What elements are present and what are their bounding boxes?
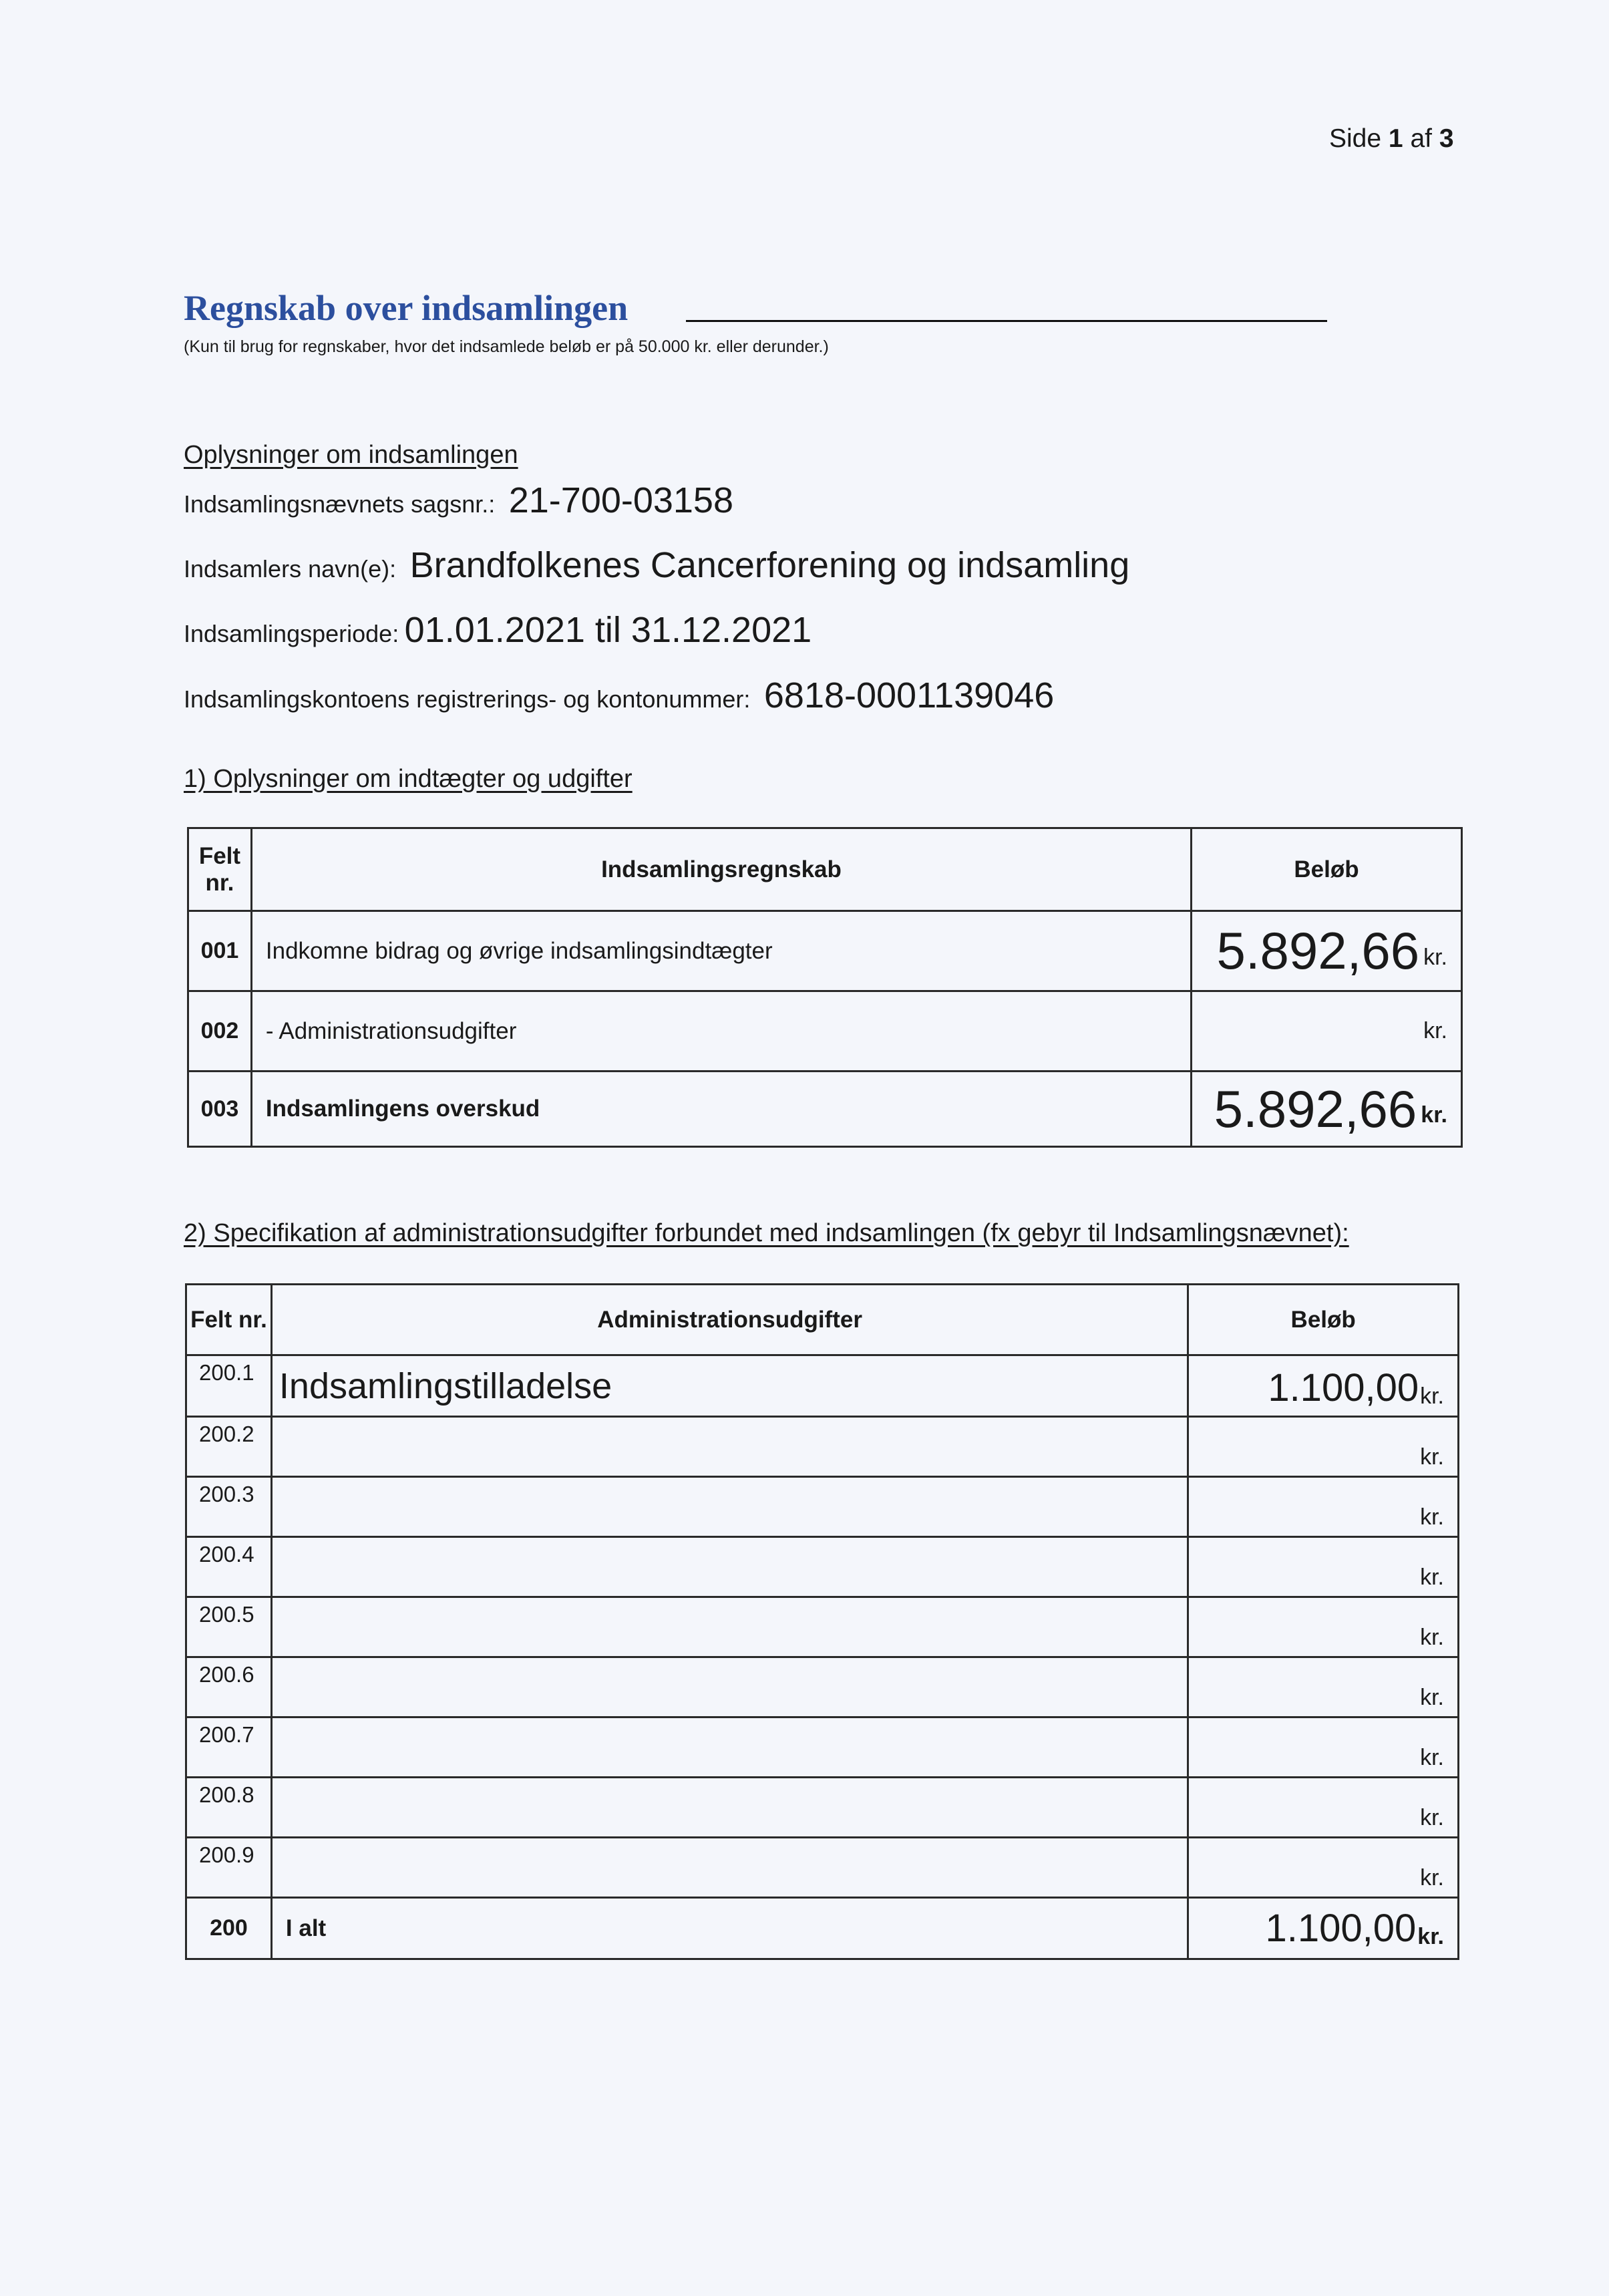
row-unit: kr. <box>1420 1504 1444 1530</box>
table-header-row <box>188 828 1462 911</box>
table-row <box>186 1657 1459 1717</box>
row-unit: kr. <box>1420 1865 1444 1891</box>
row-number: 200.4 <box>186 1537 272 1597</box>
table-row <box>186 1477 1459 1537</box>
col-header-amount: Beløb <box>1188 1285 1459 1355</box>
row-unit: kr. <box>1420 1685 1444 1710</box>
row-number: 200.2 <box>186 1417 272 1477</box>
row-number: 002 <box>188 991 252 1072</box>
account-value: 6818-0001139046 <box>763 675 1055 715</box>
row-amount-cell <box>1188 1597 1459 1657</box>
row-description <box>271 1597 1188 1657</box>
row-description: Indsamlingstilladelse <box>271 1355 1188 1417</box>
account-label: Indsamlingskontoens registrerings- og kontonummer: <box>184 685 751 713</box>
row-number: 200.1 <box>186 1355 272 1417</box>
col-header-description: Administrationsudgifter <box>271 1285 1188 1355</box>
table-row <box>188 911 1462 991</box>
row-number: 200.6 <box>186 1657 272 1717</box>
page-number-middle: af <box>1410 124 1432 153</box>
total-description: I alt <box>271 1898 1188 1959</box>
row-amount-cell <box>1188 1838 1459 1898</box>
total-number: 200 <box>186 1898 272 1959</box>
row-amount: 5.892,66 <box>1216 921 1420 980</box>
row-amount-cell <box>1188 1657 1459 1717</box>
row-number: 200.9 <box>186 1838 272 1898</box>
row-description: Indsamlingens overskud <box>251 1072 1191 1147</box>
row-description <box>271 1417 1188 1477</box>
table-row <box>186 1537 1459 1597</box>
row-description: Indkomne bidrag og øvrige indsamlingsindtægter <box>251 911 1191 991</box>
row-unit: kr. <box>1420 1383 1444 1410</box>
total-row <box>186 1898 1459 1959</box>
row-description <box>271 1838 1188 1898</box>
row-number: 200.3 <box>186 1477 272 1537</box>
col-header-amount: Beløb <box>1192 828 1462 911</box>
row-amount-cell <box>1188 1778 1459 1838</box>
period-label: Indsamlingsperiode: <box>184 620 399 647</box>
table-row <box>186 1717 1459 1778</box>
row-unit: kr. <box>1420 1625 1444 1650</box>
section2-heading: 2) Specifikation af administrationsudgifter forbundet med indsamlingen (fx gebyr til Indsamlingsnævnet): <box>184 1219 1349 1247</box>
row-description <box>271 1477 1188 1537</box>
total-amount: 1.100,00 <box>1265 1907 1417 1950</box>
case-number-label: Indsamlingsnævnets sagsnr.: <box>184 490 496 518</box>
income-expense-table <box>187 827 1463 1148</box>
page-number-total: 3 <box>1439 124 1454 153</box>
total-unit: kr. <box>1417 1924 1444 1950</box>
table-row <box>186 1417 1459 1477</box>
row-unit: kr. <box>1420 1745 1444 1770</box>
row-unit: kr. <box>1423 944 1447 970</box>
row-number: 003 <box>188 1072 252 1147</box>
admin-expenses-table <box>185 1283 1459 1960</box>
col-header-felt: Felt nr. <box>188 828 252 911</box>
info-heading: Oplysninger om indsamlingen <box>184 441 518 469</box>
row-amount-cell <box>1188 1355 1459 1417</box>
table-row <box>186 1597 1459 1657</box>
document-subtitle: (Kun til brug for regnskaber, hvor det indsamlede beløb er på 50.000 kr. eller derunder.) <box>184 337 829 356</box>
row-number: 200.5 <box>186 1597 272 1657</box>
period-line <box>184 609 812 651</box>
col-header-felt: Felt nr. <box>186 1285 272 1355</box>
row-unit: kr. <box>1420 1444 1444 1470</box>
row-amount-cell <box>1192 991 1462 1072</box>
row-amount-cell <box>1188 1717 1459 1778</box>
table-row <box>186 1355 1459 1417</box>
table-row <box>188 991 1462 1072</box>
row-amount: 1.100,00 <box>1268 1366 1419 1410</box>
period-value: 01.01.2021 til 31.12.2021 <box>404 610 812 650</box>
row-number: 200.8 <box>186 1778 272 1838</box>
row-unit: kr. <box>1423 1018 1447 1043</box>
row-number: 001 <box>188 911 252 991</box>
account-line <box>184 675 1054 716</box>
page-number-current: 1 <box>1388 124 1403 153</box>
table-header-row <box>186 1285 1459 1355</box>
row-amount-cell <box>1188 1537 1459 1597</box>
page-number <box>1329 124 1454 154</box>
row-unit: kr. <box>1420 1805 1444 1830</box>
row-amount-cell <box>1192 911 1462 991</box>
collector-name-value: Brandfolkenes Cancerforening og indsamling <box>409 545 1130 585</box>
row-description <box>271 1537 1188 1597</box>
row-description <box>271 1657 1188 1717</box>
section1-heading: 1) Oplysninger om indtægter og udgifter <box>184 765 633 793</box>
row-amount-cell <box>1192 1072 1462 1147</box>
row-description <box>271 1717 1188 1778</box>
table-row <box>186 1838 1459 1898</box>
row-amount-cell <box>1188 1417 1459 1477</box>
document-title: Regnskab over indsamlingen <box>184 288 629 328</box>
table-row <box>186 1778 1459 1838</box>
total-amount-cell <box>1188 1898 1459 1959</box>
table-row <box>188 1072 1462 1147</box>
title-underline <box>686 320 1327 322</box>
row-amount: 5.892,66 <box>1214 1079 1417 1138</box>
row-description: - Administrationsudgifter <box>251 991 1191 1072</box>
col-header-description: Indsamlingsregnskab <box>251 828 1191 911</box>
row-number: 200.7 <box>186 1717 272 1778</box>
row-amount-cell <box>1188 1477 1459 1537</box>
title-row <box>184 287 1327 327</box>
row-unit: kr. <box>1421 1102 1447 1128</box>
page-number-prefix: Side <box>1329 124 1382 153</box>
row-unit: kr. <box>1420 1565 1444 1590</box>
collector-name-label: Indsamlers navn(e): <box>184 555 397 583</box>
collector-name-line <box>184 544 1129 586</box>
row-description <box>271 1778 1188 1838</box>
case-number-line <box>184 480 733 521</box>
case-number-value: 21-700-03158 <box>508 480 733 520</box>
